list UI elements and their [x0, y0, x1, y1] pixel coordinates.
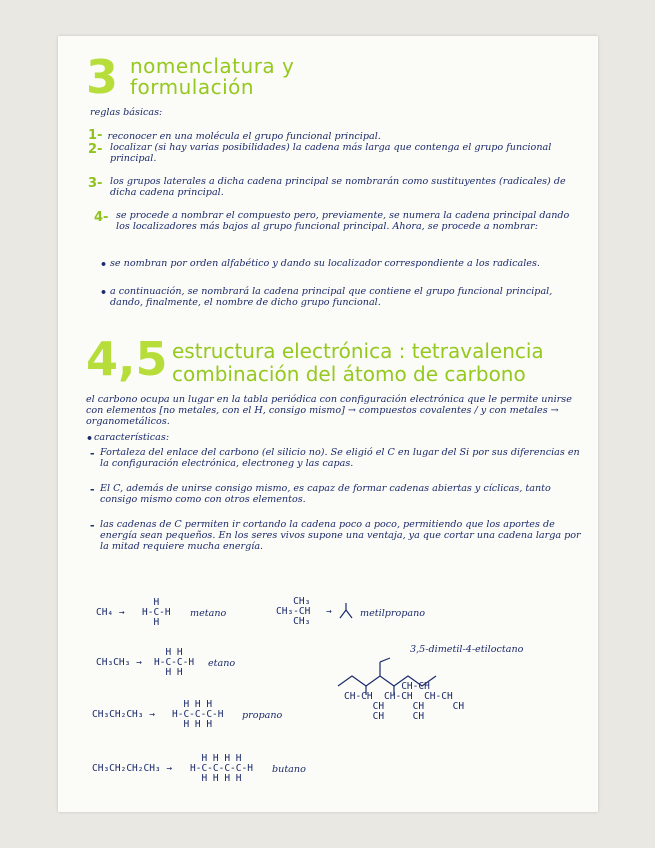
- bullet-text: a continuación, se nombrará la cadena principal que contiene el grupo funcional principal, dando, finalmente, el nombre de dicho grupo funcional.: [110, 286, 553, 308]
- etano-formula: CH₃CH₃ →: [96, 657, 142, 668]
- rules-intro: reglas básicas:: [90, 107, 163, 118]
- butano-formula: CH₃CH₂CH₂CH₃ →: [92, 763, 173, 774]
- section3-title-line2: formulación: [130, 75, 255, 99]
- bullet-item: • se nombran por orden alfabético y dando su localizador correspondiente a los radicales.: [100, 258, 540, 271]
- rule-2: [88, 142, 558, 164]
- rule-text: los grupos laterales a dicha cadena principal se nombrarán como sustituyentes (radicales) de dicha cadena principal.: [110, 176, 566, 198]
- butano-structure: H H H H H-C-C-C-C-H H H H H: [190, 753, 253, 784]
- rule-1: [88, 124, 588, 143]
- bullet-text: se nombran por orden alfabético y dando su localizador correspondiente a los radicales.: [110, 258, 540, 269]
- bullet-item: • a continuación, se nombrará la cadena principal que contiene el grupo funcional principal, dando, finalmente, el nombre de dicho grupo funcional.: [100, 286, 576, 308]
- rule-number: 3-: [88, 176, 103, 191]
- rule-number: 2-: [88, 142, 103, 157]
- metilpropano-name: metilpropano: [360, 608, 426, 619]
- rule-number: 4-: [94, 210, 109, 225]
- arrow: →: [326, 606, 332, 617]
- rule-text: se procede a nombrar el compuesto pero, previamente, se numera la cadena principal dando los localizadores más bajos al grupo funcional principal. Ahora, se procede a nombrar:: [116, 210, 570, 232]
- octano-structure: CH-CH CH-CH CH-CH CH-CH CH CH CH CH CH: [344, 681, 465, 722]
- section-number-4-5: 4,5: [86, 332, 168, 386]
- etano-name: etano: [208, 658, 236, 669]
- notebook-page: [58, 36, 598, 812]
- characteristics-label: • características:: [86, 432, 170, 445]
- metano-name: metano: [190, 608, 227, 619]
- metano-formula: CH₄ →: [96, 607, 125, 618]
- propano-name: propano: [242, 710, 283, 721]
- rule-3: [88, 176, 568, 198]
- section45-title-line1: estructura electrónica : tetravalencia: [172, 339, 544, 363]
- metilpropano-structure: CH₃ CH₃-CH CH₃: [276, 596, 311, 627]
- etano-structure: H H H-C-C-H H H: [154, 647, 195, 678]
- rule-number: 1-: [88, 128, 103, 143]
- section45-title-line2: combinación del átomo de carbono: [172, 362, 526, 386]
- skeletal-isobutane-icon: [338, 602, 354, 620]
- characteristic-text: El C, además de unirse consigo mismo, es capaz de formar cadenas abiertas y cíclicas, tanto consigo mismo como con otros elementos.: [100, 483, 551, 505]
- section-number-3: 3: [86, 50, 119, 104]
- propano-structure: H H H H-C-C-C-H H H H: [172, 699, 224, 730]
- propano-formula: CH₃CH₂CH₃ →: [92, 709, 155, 720]
- octano-name: 3,5-dimetil-4-etiloctano: [410, 644, 524, 655]
- characteristic-item: - Fortaleza del enlace del carbono (el silicio no). Se eligió el C en lugar del Si por sus diferencias en la configuración electrónica, electroneg y las capas.: [90, 447, 582, 469]
- rule-text: localizar (si hay varias posibilidades) la cadena más larga que contenga el grupo funcional principal.: [110, 142, 552, 164]
- characteristic-text: las cadenas de C permiten ir cortando la cadena poco a poco, permitiendo que los aportes de energía sean pequeños. En los seres vivos supone una ventaja, ya que cortar una cadena larga por la mitad requiere mucha energía.: [100, 519, 581, 552]
- carbon-paragraph: el carbono ocupa un lugar en la tabla periódica con configuración electrónica que le permite unirse con elementos [no metales, con el H, consigo mismo] → compuestos covalentes / y con metales → organometálicos.: [86, 394, 572, 427]
- section3-title-line1: nomenclatura y: [130, 54, 295, 78]
- characteristic-item: - las cadenas de C permiten ir cortando la cadena poco a poco, permitiendo que los aportes de energía sean pequeños. En los seres vivos supone una ventaja, ya que cortar una cadena larga por la mitad requiere mucha energía.: [90, 519, 581, 552]
- butano-name: butano: [272, 764, 306, 775]
- characteristic-item: - El C, además de unirse consigo mismo, es capaz de formar cadenas abiertas y cíclicas, tanto consigo mismo como con otros elementos.: [90, 483, 582, 505]
- characteristic-text: Fortaleza del enlace del carbono (el silicio no). Se eligió el C en lugar del Si por sus diferencias en la configuración electrónica, electroneg y las capas.: [100, 447, 580, 469]
- rule-text: reconocer en una molécula el grupo funcional principal.: [107, 131, 381, 142]
- metano-structure: H H-C-H H: [142, 597, 171, 628]
- rule-4: [94, 210, 574, 232]
